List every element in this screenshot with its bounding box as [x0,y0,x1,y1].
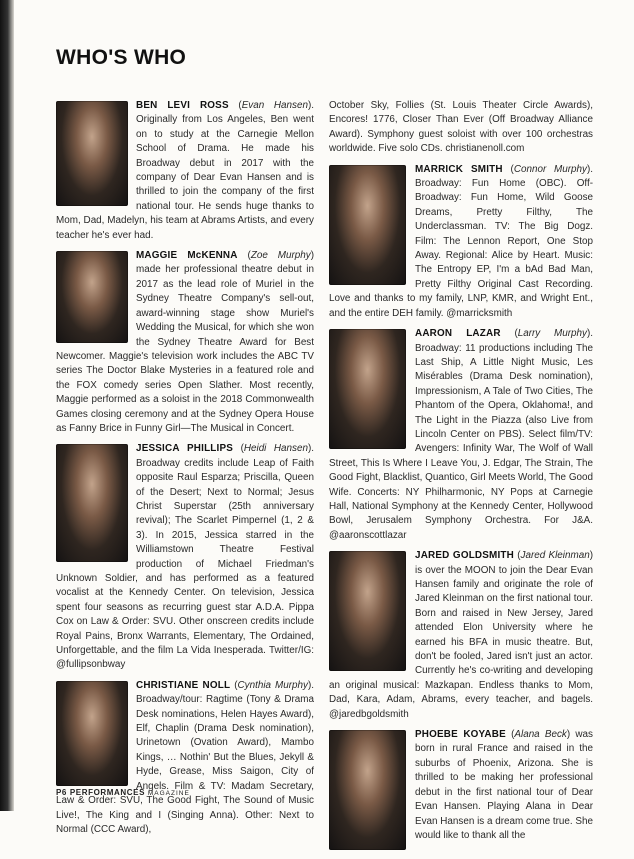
headshot-photo [56,101,128,206]
page-footer [56,788,190,797]
headshot-photo [329,165,406,285]
bio-role: Zoe Murphy [250,250,311,262]
bio-role: Alana Beck [514,729,567,741]
bio-jared-goldsmith [329,549,593,722]
page-title: WHO'S WHO [56,46,187,69]
bio-name: PHOEBE KOYABE [415,729,506,741]
bio-role: Larry Murphy [517,328,587,340]
bio-body: made her professional theatre debut in 2017 as the lead role of Muriel in the Sydney Theatre Company's sell-out, award-winning stage show Muriel's Wedding the Musical, for which she won the Sydney Theatre Award for Best Newcomer. Maggie's television work includes the ABC TV series The Doctor Blake Mysteries in a featured role and the FOX comedy series Open Slather. Most recently, Maggie performed as a soloist in the 2018 Commonwealth Games closing ceremony and at the Sydney Opera House as Fanny Brice in Funny Girl—The Musical in Concert. [56,264,314,434]
headshot-photo [56,251,128,343]
bio-body: . Broadway/tour: Ragtime (Tony & Drama Desk nominations, Helen Hayes Award), Elf, Chaplin (Drama Desk nomination), Urinetown (Ovation Award), Mambo Kings, … Nothin' But the Blues, Jekyll & Hyde, Grease, Miss Saigon, City of Angels. Film & TV: Madam Secretary, Law & Order: SVU, The Good Fight, The Sound of Music Live!, The King and I (Singing Anna). Other: Next to Normal (CCC Award), [56,679,314,835]
bio-body: was born in rural France and raised in the suburbs of Phoenix, Arizona. She is thrilled to be making her professional debut in the first national tour of Dear Evan Hansen. Playing Alana in Dear Evan Hansen is a dream come true. She would like to thank all the [415,729,593,841]
bio-text: JESSICA PHILLIPS (Heidi Hansen). Broadway credits include Leap of Faith opposite Raul Esparza; Priscilla, Queen of the Desert; Next to Normal; Jesus Christ Superstar (25th anniversary revival); The Scarlet Pimpernel (1, 2 & 3). In 2015, Jessica starred in the Williamstown Theatre Festival production of Michael Friedman's Unknown Soldier, and has performed as a featured vocalist at the Kennedy Center. On television, Jessica spent four seasons as recurring guest star A.D.A. Pippa Cox on Law & Order: SVU. Other onscreen credits include Royal Pains, Bronx Warrants, Elementary, The Ordained, Unforgettable, and the film La Vida Inesperada. Twitter/IG: @fullipsonbway [56,443,314,671]
book-binding-shadow [0,0,14,811]
bio-phoebe-koyabe [329,728,593,853]
bio-role: Heidi Hansen [243,443,308,455]
bio-jessica-phillips [56,442,314,673]
bio-name: JARED GOLDSMITH [415,550,514,562]
bio-body: . Originally from Los Angeles, Ben went on to study at the Carnegie Mellon School of Drama. He made his Broadway debut in 2017 with the company of Dear Evan Hansen and is thrilled to join the company of the first national tour. He sends huge thanks to Mom, Dad, Madelyn, his team at Abrams Artists, and every teacher he's ever had. [56,100,314,241]
bio-role: Cynthia Murphy [237,679,308,691]
headshot-photo [329,329,406,449]
bio-name: AARON LAZAR [415,328,501,340]
bio-text: BEN LEVI ROSS (Evan Hansen). Originally from Los Angeles, Ben went on to study at the Carnegie Mellon School of Drama. He made his Broadway debut in 2017 with the company of Dear Evan Hansen and is thrilled to join the company of the first national tour. He sends huge thanks to Mom, Dad, Madelyn, his team at Abrams Artists, and every teacher he's ever had. [56,100,314,241]
bio-christiane-noll [56,679,314,837]
page-number: P6 [56,788,67,797]
bio-name: MAGGIE McKENNA [136,250,238,262]
bio-name: MARRICK SMITH [415,163,503,175]
publication-type: MAGAZINE [147,790,190,797]
headshot-photo [56,681,128,786]
bio-aaron-lazar [329,327,593,543]
publication-name: PERFORMANCES [69,788,146,797]
bio-body: . Broadway: 11 productions including The Last Ship, A Little Night Music, Les Misérables (Drama Desk nomination), Impressionism, A Tale of Two Cities, The Phantom of the Opera, Oklahoma!, and The Light in the Piazza (also Live from Lincoln Center on PBS). Select film/TV: Avengers: Infinity War, The Wolf of Wall Street, This Is Where I Leave You, J. Edgar, The Strain, The Good Fight, Blacklist, Quantico, Girl Meets World, The Good Wife. Concerts: NY Philharmonic, NY Pops at Carnegie Hall, National Symphony at the Kennedy Center, Hollywood Bowl, Jerusalem Symphony Orchestra. For J&A. @aaronscottlazar [329,328,593,541]
bio-role: Connor Murphy [513,163,587,175]
bio-ben-levi-ross [56,99,314,243]
bio-text: AARON LAZAR (Larry Murphy). Broadway: 11 productions including The Last Ship, A Little Night Music, Les Misérables (Drama Desk nomination), Impressionism, A Tale of Two Cities, The Phantom of the Opera, Oklahoma!, and The Light in the Piazza (also Live from Lincoln Center on PBS). Select film/TV: Avengers: Infinity War, The Wolf of Wall Street, This Is Where I Leave You, J. Edgar, The Strain, The Good Fight, Blacklist, Quantico, Girl Meets World, The Good Wife. Concerts: NY Philharmonic, NY Pops at Carnegie Hall, National Symphony at the Kennedy Center, Hollywood Bowl, Jerusalem Symphony Orchestra. For J&A. @aaronscottlazar [329,328,593,541]
bio-role: Evan Hansen [241,100,308,111]
bio-maggie-mckenna [56,249,314,436]
bio-text: JARED GOLDSMITH (Jared Kleinman) is over the MOON to join the Dear Evan Hansen family and originate the role of Jared Kleinman on the first national tour. Born and raised in New Jersey, Jared attended Elon University where he earned his BFA in music theatre. But, don't be fooled, Jared isn't just an actor. Currently he's co-writing and developing an original musical: Mazkapan. Endless thanks to Mom, Dad, Kara, Adam, Abrams, every teacher, and bagels. @jaredbgoldsmith [329,550,593,720]
bio-text: PHOEBE KOYABE (Alana Beck) was born in rural France and raised in the suburbs of Phoenix, Arizona. She is thrilled to be making her professional debut in the first national tour of Dear Evan Hansen. Playing Alana in Dear Evan Hansen is a dream come true. She would like to thank all the [415,729,593,841]
bio-name: CHRISTIANE NOLL [136,679,231,691]
bio-body: is over the MOON to join the Dear Evan Hansen family and originate the role of Jared Kleinman on the first national tour. Born and raised in New Jersey, Jared attended Elon University where he earned his BFA in music theatre. But, don't be fooled, Jared isn't just an actor. Currently he's co-writing and developing an original musical: Mazkapan. Endless thanks to Mom, Dad, Kara, Adam, Abrams, every teacher, and bagels. @jaredbgoldsmith [329,564,593,720]
headshot-photo [329,551,406,671]
bio-continuation: October Sky, Follies (St. Louis Theater Circle Awards), Encores! 1776, Closer Than Ever (Off Broadway Alliance Award). Symphony guest soloist with over 100 orchestras worldwide. Five solo CDs. christianenoll.com [329,100,593,155]
headshot-photo [56,444,128,562]
bio-role: Jared Kleinman [520,550,590,562]
right-column [329,99,593,859]
bio-text: MARRICK SMITH (Connor Murphy). Broadway: Fun Home (OBC). Off-Broadway: Fun Home, Wild Goose Dreams, Pretty Filthy, The Underclassman. TV: The Big Dogz. Film: The Lennon Report, One Stop Away. Regional: Alice by Heart. Music: The Entropy EP, I'm a bAd Bad Man, Pretty Filthy Original Cast Recording. Love and thanks to my family, LNP, KMR, and Wright Ent., and the entire DEH family. @marricksmith [329,163,593,319]
bio-text: CHRISTIANE NOLL (Cynthia Murphy). Broadway/tour: Ragtime (Tony & Drama Desk nominations, Helen Hayes Award), Elf, Chaplin (Drama Desk nomination), Urinetown (Ovation Award), Mambo Kings, … Nothin' But the Blues, Jekyll & Hyde, Grease, Miss Saigon, City of Angels. Film & TV: Madam Secretary, Law & Order: SVU, The Good Fight, The Sound of Music Live!, The King and I (Singing Anna). Other: Next to Normal (CCC Award), [56,679,314,835]
headshot-photo [329,730,406,850]
left-column [56,99,314,843]
bio-name: BEN LEVI ROSS [136,100,229,111]
bio-marrick-smith [329,163,593,321]
bio-text: MAGGIE McKENNA (Zoe Murphy) made her professional theatre debut in 2017 as the lead role of Muriel in the Sydney Theatre Company's sell-out, award-winning stage show Muriel's Wedding the Musical, for which she won the Sydney Theatre Award for Best Newcomer. Maggie's television work includes the ABC TV series The Doctor Blake Mysteries in a featured role and the FOX comedy series Open Slather. Most recently, Maggie performed as a soloist in the 2018 Commonwealth Games closing ceremony and at the Sydney Opera House as Fanny Brice in Funny Girl—The Musical in Concert. [56,250,314,434]
bio-body: . Broadway credits include Leap of Faith opposite Raul Esparza; Priscilla, Queen of the Desert; Next to Normal; Jesus Christ Superstar (25th anniversary revival); The Scarlet Pimpernel (1, 2 & 3). In 2015, Jessica starred in the Williamstown Theatre Festival production of Michael Friedman's Unknown Soldier, and has performed as a featured vocalist at the Kennedy Center. On television, Jessica spent four seasons as recurring guest star A.D.A. Pippa Cox on Law & Order: SVU. Other onscreen credits include Royal Pains, Bronx Warrants, Elementary, The Ordained, Unforgettable, and the film La Vida Inesperada. Twitter/IG: @fullipsonbway [56,443,314,671]
bio-body: . Broadway: Fun Home (OBC). Off-Broadway: Fun Home, Wild Goose Dreams, Pretty Filthy, The Underclassman. TV: The Big Dogz. Film: The Lennon Report, One Stop Away. Regional: Alice by Heart. Music: The Entropy EP, I'm a bAd Bad Man, Pretty Filthy Original Cast Recording. Love and thanks to my family, LNP, KMR, and Wright Ent., and the entire DEH family. @marricksmith [329,163,593,319]
bio-name: JESSICA PHILLIPS [136,443,234,455]
